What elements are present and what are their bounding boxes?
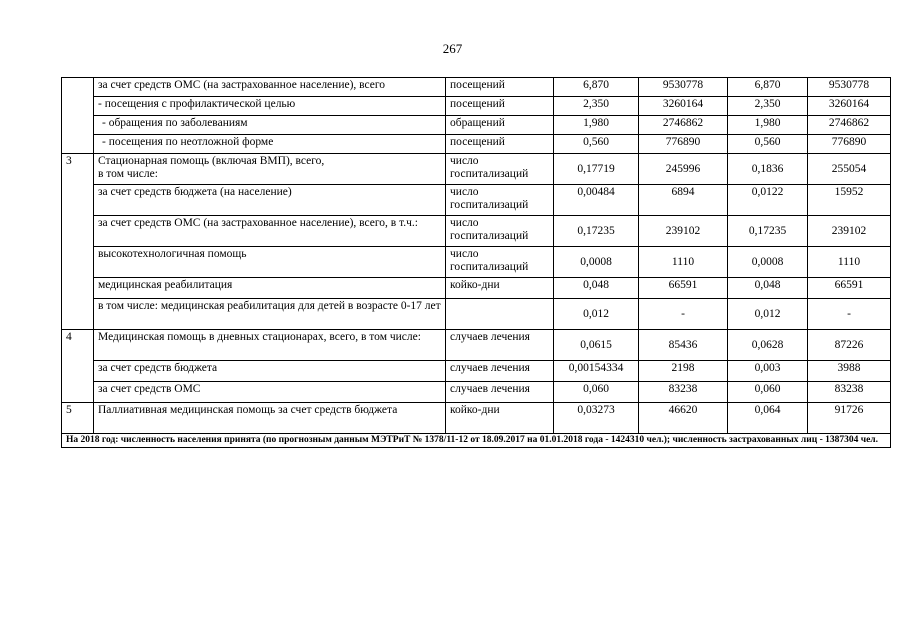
volume-next: 9530778 [808, 78, 891, 97]
row-name: за счет средств ОМС (на застрахованное население), всего, в т.ч.: [94, 216, 446, 247]
table-row [62, 216, 891, 247]
volume-next: 239102 [808, 216, 891, 247]
norm-2018: 0,00154334 [554, 361, 639, 382]
row-name: за счет средств бюджета (на население) [94, 185, 446, 216]
row-unit: посещений [446, 135, 554, 154]
norm-2018: 0,03273 [554, 403, 639, 434]
volume-2018: 3260164 [639, 97, 728, 116]
table-row [62, 278, 891, 299]
table-row [62, 382, 891, 403]
volume-2018: 239102 [639, 216, 728, 247]
row-unit: случаев лечения [446, 330, 554, 361]
norm-next: 0,048 [728, 278, 808, 299]
row-name: в том числе: медицинская реабилитация для детей в возрасте 0-17 лет [94, 299, 446, 330]
table-row [62, 299, 891, 330]
table-row [62, 154, 891, 185]
norm-2018: 2,350 [554, 97, 639, 116]
norm-2018: 0,048 [554, 278, 639, 299]
footnote-row [62, 434, 891, 448]
volume-2018: 85436 [639, 330, 728, 361]
volume-2018: 2198 [639, 361, 728, 382]
row-name: за счет средств ОМС (на застрахованное население), всего [94, 78, 446, 97]
volume-next: 66591 [808, 278, 891, 299]
row-name: за счет средств ОМС [94, 382, 446, 403]
norm-2018: 0,0615 [554, 330, 639, 361]
volume-next: - [808, 299, 891, 330]
volume-next: 15952 [808, 185, 891, 216]
row-name: за счет средств бюджета [94, 361, 446, 382]
volume-next: 776890 [808, 135, 891, 154]
volume-next: 1110 [808, 247, 891, 278]
row-unit: число госпитализаций [446, 247, 554, 278]
norm-2018: 0,0008 [554, 247, 639, 278]
norm-2018: 0,060 [554, 382, 639, 403]
population-footnote: На 2018 год: численность населения принята (по прогнозным данным МЭТРиТ № 1378/11-12 от 18.09.2017 на 01.01.2018 года - 1424310 чел.); численность застрахованных лиц - 1387304 чел. [62, 434, 891, 448]
volume-2018: - [639, 299, 728, 330]
table-row [62, 135, 891, 154]
norm-next: 0,0122 [728, 185, 808, 216]
norm-next: 0,012 [728, 299, 808, 330]
row-name: - посещения по неотложной форме [94, 135, 446, 154]
row-unit: число госпитализаций [446, 154, 554, 185]
volume-next: 91726 [808, 403, 891, 434]
table-row [62, 97, 891, 116]
row-unit: посещений [446, 97, 554, 116]
volume-2018: 1110 [639, 247, 728, 278]
table-row [62, 330, 891, 361]
row-name: медицинская реабилитация [94, 278, 446, 299]
row-name: Стационарная помощь (включая ВМП), всего, в том числе: [94, 154, 446, 185]
table-row [62, 78, 891, 97]
norm-next: 0,17235 [728, 216, 808, 247]
table-row [62, 185, 891, 216]
volume-next: 255054 [808, 154, 891, 185]
norm-next: 0,064 [728, 403, 808, 434]
care-volume-table [61, 77, 891, 448]
volume-2018: 2746862 [639, 116, 728, 135]
volume-next: 83238 [808, 382, 891, 403]
table-row [62, 247, 891, 278]
norm-2018: 0,560 [554, 135, 639, 154]
row-unit: обращений [446, 116, 554, 135]
norm-next: 6,870 [728, 78, 808, 97]
row-unit: число госпитализаций [446, 216, 554, 247]
volume-2018: 9530778 [639, 78, 728, 97]
row-unit: случаев лечения [446, 382, 554, 403]
table-row [62, 361, 891, 382]
volume-2018: 83238 [639, 382, 728, 403]
row-unit: койко-дни [446, 278, 554, 299]
norm-2018: 0,00484 [554, 185, 639, 216]
row-name: - посещения с профилактической целью [94, 97, 446, 116]
norm-2018: 0,17235 [554, 216, 639, 247]
row-name: высокотехнологичная помощь [94, 247, 446, 278]
table-row [62, 116, 891, 135]
norm-2018: 0,17719 [554, 154, 639, 185]
norm-next: 0,003 [728, 361, 808, 382]
volume-next: 87226 [808, 330, 891, 361]
row-number-cell: 3 [62, 154, 94, 330]
norm-next: 0,060 [728, 382, 808, 403]
norm-2018: 1,980 [554, 116, 639, 135]
volume-2018: 245996 [639, 154, 728, 185]
row-unit [446, 299, 554, 330]
row-number-cell: 4 [62, 330, 94, 403]
volume-next: 3988 [808, 361, 891, 382]
norm-next: 0,560 [728, 135, 808, 154]
norm-next: 0,0628 [728, 330, 808, 361]
norm-next: 0,0008 [728, 247, 808, 278]
row-name: - обращения по заболеваниям [94, 116, 446, 135]
norm-2018: 6,870 [554, 78, 639, 97]
volume-2018: 6894 [639, 185, 728, 216]
norm-next: 0,1836 [728, 154, 808, 185]
page-number: 267 [442, 41, 463, 56]
row-name: Паллиативная медицинская помощь за счет средств бюджета [94, 403, 446, 434]
norm-2018: 0,012 [554, 299, 639, 330]
row-number-cell: 5 [62, 403, 94, 434]
table-row [62, 403, 891, 434]
volume-2018: 46620 [639, 403, 728, 434]
row-number-cell [62, 78, 94, 154]
volume-2018: 66591 [639, 278, 728, 299]
row-unit: случаев лечения [446, 361, 554, 382]
volume-2018: 776890 [639, 135, 728, 154]
row-name: Медицинская помощь в дневных стационарах, всего, в том числе: [94, 330, 446, 361]
volume-next: 3260164 [808, 97, 891, 116]
norm-next: 2,350 [728, 97, 808, 116]
norm-next: 1,980 [728, 116, 808, 135]
row-unit: число госпитализаций [446, 185, 554, 216]
row-unit: койко-дни [446, 403, 554, 434]
volume-next: 2746862 [808, 116, 891, 135]
row-unit: посещений [446, 78, 554, 97]
